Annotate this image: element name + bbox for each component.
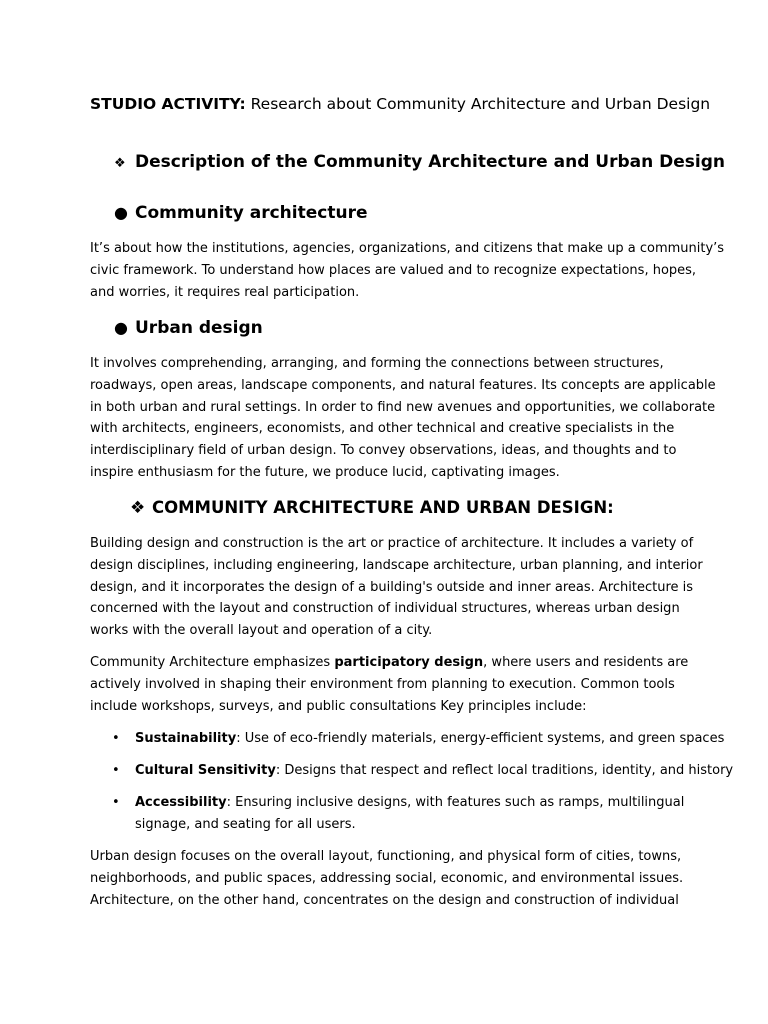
principle-description: : Designs that respect and reflect local traditions, identity, and history [275,763,734,778]
paragraph-line: roadways, open areas, landscape components, and natural features. Its concepts are applicable [90,377,716,393]
studio-activity-label: STUDIO ACTIVITY: [90,95,246,113]
paragraph-line: neighborhoods, and public spaces, addressing social, economic, and environmental issues. [90,870,684,886]
studio-activity-text: Research about Community Architecture and Urban Design [245,95,711,113]
paragraph-line: concerned with the layout and construction of individual structures, whereas urban design [90,601,680,617]
list-item-text [135,792,684,836]
paragraph-line: with architects, engineers, economists, and other technical and creative specialists in the [90,421,675,437]
paragraph-line: Urban design focuses on the overall layout, functioning, and physical form of cities, towns, [90,849,682,864]
list-item-line [135,792,684,814]
heading-community-architecture-urban-design [130,497,614,519]
principle-term: Cultural Sensitivity [135,763,276,778]
paragraph-line: civic framework. To understand how places are valued and to recognize expectations, hopes, [90,262,697,278]
list-item-line: signage, and seating for all users. [135,816,356,832]
bullet-dot-icon: • [112,731,120,746]
principle-term: Accessibility [135,795,227,810]
heading-description [114,151,725,175]
paragraph-line: works with the overall layout and operation of a city. [90,623,433,638]
diamond-bullet-icon: ❖ [130,498,146,518]
studio-activity-title [90,94,710,115]
text-run: , where users and residents are [483,655,689,670]
bullet-dot-icon: • [112,795,120,810]
list-item-line [135,760,733,782]
paragraph-line: design, and it incorporates the design of a building's outside and inner areas. Architecture is [90,579,694,595]
paragraph-line: in both urban and rural settings. In order to find new avenues and opportunities, we collaborate [90,399,716,415]
heading-description-text: Description of the Community Architecture and Urban Design [135,152,725,172]
paragraph-line: actively involved in shaping their environment from planning to execution. Common tools [90,676,675,692]
paragraph-line: inspire enthusiasm for the future, we produce lucid, captivating images. [90,464,560,480]
paragraph-line: design disciplines, including engineering, landscape architecture, urban planning, and interior [90,557,703,573]
heading-urban-design [114,317,263,339]
paragraph-line [90,652,689,674]
heading-cau-text: COMMUNITY ARCHITECTURE AND URBAN DESIGN: [152,498,614,517]
urban-design-paragraph [90,353,716,484]
bullet-dot-icon: ● [114,318,128,337]
paragraph-line: It’s about how the institutions, agencies, organizations, and citizens that make up a community’s [90,241,725,256]
building-design-paragraph [90,533,703,642]
urban-design-focus-paragraph [90,846,682,911]
principle-description: : Use of eco-friendly materials, energy-efficient systems, and green spaces [236,731,725,746]
community-architecture-paragraph [90,238,725,303]
heading-urban-design-text: Urban design [135,318,263,338]
paragraph-line: interdisciplinary field of urban design. To convey observations, ideas, and thoughts and to [90,443,677,458]
paragraph-line: Building design and construction is the art or practice of architecture. It includes a variety of [90,536,694,551]
principle-term: Sustainability [135,731,237,746]
text-run: Community Architecture emphasizes [90,655,335,670]
diamond-bullet-icon: ❖ [114,156,126,171]
bullet-dot-icon: • [112,763,120,778]
list-item-line [135,728,724,750]
paragraph-line: It involves comprehending, arranging, and forming the connections between structures, [90,356,664,371]
participatory-design-term: participatory design [334,655,484,670]
paragraph-line: and worries, it requires real participation. [90,284,360,300]
heading-community-architecture-text: Community architecture [135,203,368,223]
heading-community-architecture [114,202,367,224]
list-item-text [135,728,724,750]
principle-description: : Ensuring inclusive designs, with features such as ramps, multilingual [226,795,685,810]
list-item-text [135,760,733,782]
paragraph-line: include workshops, surveys, and public consultations Key principles include: [90,698,587,714]
bullet-dot-icon: ● [114,203,128,222]
community-architecture-principles-paragraph [90,652,689,717]
paragraph-line: Architecture, on the other hand, concentrates on the design and construction of individual [90,892,679,908]
